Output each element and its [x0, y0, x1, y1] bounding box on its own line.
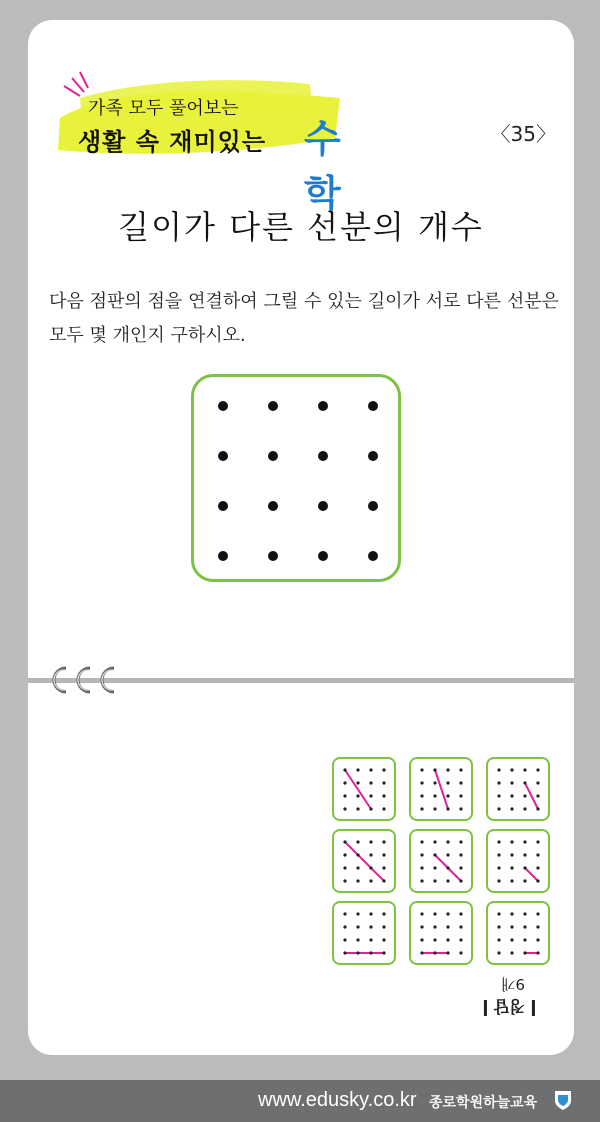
answer-dot	[433, 925, 436, 928]
answer-dot	[343, 879, 346, 882]
answer-dot	[459, 853, 462, 856]
answer-dot	[497, 912, 500, 915]
answer-dot	[446, 840, 449, 843]
answer-dot	[369, 853, 372, 856]
answer-dot	[536, 840, 539, 843]
board-dot	[368, 401, 378, 411]
answer-dot	[420, 912, 423, 915]
answer-segment	[345, 842, 384, 881]
answer-segment	[525, 783, 538, 809]
answer-dot	[523, 853, 526, 856]
answer-dot	[446, 794, 449, 797]
board-dot	[268, 501, 278, 511]
answer-dot	[433, 781, 436, 784]
answer-dot	[356, 951, 359, 954]
board-dot	[368, 451, 378, 461]
answer-dot	[523, 794, 526, 797]
answer-dot	[356, 879, 359, 882]
answer-dot	[459, 951, 462, 954]
answer-dot	[433, 794, 436, 797]
answer-dot	[382, 768, 385, 771]
answer-dot	[497, 781, 500, 784]
answer-dot	[446, 951, 449, 954]
answer-dot	[433, 938, 436, 941]
answer-dot	[356, 768, 359, 771]
answer-dot	[356, 840, 359, 843]
answer-dot	[369, 951, 372, 954]
answer-grid	[486, 901, 550, 965]
board-dot	[218, 451, 228, 461]
answer-dot	[433, 853, 436, 856]
answer-dot	[523, 912, 526, 915]
problem-text: 다음 점판의 점을 연결하여 그릴 수 있는 길이가 서로 다른 선분은 모두 몇 개인지 구하시오.	[49, 291, 559, 346]
answer-dot	[369, 912, 372, 915]
answer-dot	[343, 794, 346, 797]
answer-dot	[382, 794, 385, 797]
board-dot	[368, 501, 378, 511]
answer-dot	[523, 768, 526, 771]
answer-dot	[433, 866, 436, 869]
answer-dot	[433, 879, 436, 882]
answer-dot	[343, 951, 346, 954]
answer-dot	[523, 781, 526, 784]
answer-dot	[497, 840, 500, 843]
answer-dot	[459, 768, 462, 771]
answer-dot	[459, 781, 462, 784]
answer-dot	[356, 807, 359, 810]
answer-dot	[497, 768, 500, 771]
answer-dot	[536, 912, 539, 915]
answer-dot	[536, 794, 539, 797]
answer-dot	[497, 794, 500, 797]
answer-dot	[382, 807, 385, 810]
answer-dot	[356, 912, 359, 915]
answer-dot	[459, 840, 462, 843]
answer-dot	[420, 951, 423, 954]
answer-dot	[356, 794, 359, 797]
answer-dot	[343, 853, 346, 856]
answer-dot	[420, 938, 423, 941]
brand-name: 종로학원하늘교육	[429, 1095, 538, 1111]
answer-dot	[446, 879, 449, 882]
answer-dot	[459, 794, 462, 797]
problem-number: 〈35〉	[490, 122, 556, 146]
board-dot	[268, 451, 278, 461]
answer-dot	[343, 840, 346, 843]
binder-rings-icon	[44, 660, 130, 700]
answer-dot	[497, 938, 500, 941]
board-dot	[368, 551, 378, 561]
answer-dot	[382, 925, 385, 928]
banner-top-line: 가족 모두 풀어보는	[88, 98, 239, 119]
answer-dot	[382, 853, 385, 856]
page-title: 길이가 다른 선분의 개수	[118, 208, 484, 246]
answer-dot	[446, 866, 449, 869]
answer-grid	[332, 829, 396, 893]
board-dot	[268, 551, 278, 561]
answer-value: 9개	[501, 975, 526, 993]
answer-dot	[356, 925, 359, 928]
answer-segment	[435, 770, 448, 809]
answer-segment	[345, 770, 371, 809]
board-dot	[318, 551, 328, 561]
answer-dot	[382, 938, 385, 941]
answer-dot	[382, 951, 385, 954]
answer-dot	[536, 925, 539, 928]
answer-dot	[523, 879, 526, 882]
answer-dot	[446, 853, 449, 856]
answer-dot	[369, 768, 372, 771]
answer-dot	[433, 951, 436, 954]
answer-dot	[510, 938, 513, 941]
board-dot	[318, 501, 328, 511]
answer-dot	[369, 781, 372, 784]
answer-dot	[497, 951, 500, 954]
answer-dot	[510, 853, 513, 856]
answer-dot	[420, 781, 423, 784]
answer-dot	[536, 807, 539, 810]
answer-dot	[536, 866, 539, 869]
answer-dot	[343, 925, 346, 928]
answer-dot	[446, 781, 449, 784]
answer-grid	[409, 901, 473, 965]
answer-dot	[382, 912, 385, 915]
answer-dot	[523, 925, 526, 928]
answer-dot	[343, 768, 346, 771]
answer-dot	[420, 794, 423, 797]
answer-grid	[409, 757, 473, 821]
board-dot	[318, 401, 328, 411]
answer-dot	[523, 866, 526, 869]
answer-dot	[343, 781, 346, 784]
answer-dot	[420, 925, 423, 928]
board-dot	[218, 501, 228, 511]
answer-dot	[523, 938, 526, 941]
problem-card	[28, 20, 574, 1055]
answer-dot	[446, 768, 449, 771]
answer-dot	[510, 866, 513, 869]
answer-dot	[433, 807, 436, 810]
answer-segment	[525, 868, 538, 881]
answer-grid	[332, 757, 396, 821]
answer-dot	[536, 768, 539, 771]
answer-dot	[420, 879, 423, 882]
answer-grid	[486, 757, 550, 821]
answer-dot	[356, 938, 359, 941]
answer-dot	[382, 840, 385, 843]
answer-dot	[420, 807, 423, 810]
answer-dot	[446, 938, 449, 941]
answer-dot	[536, 951, 539, 954]
footer	[0, 1080, 600, 1122]
answer-dot	[433, 768, 436, 771]
answer-dot	[523, 951, 526, 954]
answer-dot	[510, 840, 513, 843]
brand-logo-icon	[553, 1089, 573, 1111]
answer-dot	[433, 840, 436, 843]
answer-dot	[497, 853, 500, 856]
answer-dot	[369, 866, 372, 869]
answer-dot	[459, 912, 462, 915]
answer-dot	[510, 925, 513, 928]
answer-dot	[369, 938, 372, 941]
answer-dot	[369, 879, 372, 882]
answer-dot	[459, 938, 462, 941]
answer-dot	[420, 840, 423, 843]
answer-dot	[459, 879, 462, 882]
answer-dot	[369, 925, 372, 928]
answer-dot	[497, 879, 500, 882]
answer-dot	[356, 853, 359, 856]
banner-subject: 수학	[304, 117, 341, 216]
answer-label: 정답	[494, 996, 525, 1019]
answer-dot	[420, 768, 423, 771]
banner	[50, 58, 350, 216]
answer-dot	[343, 938, 346, 941]
answer-dot	[446, 925, 449, 928]
board-dot	[218, 551, 228, 561]
answer-dot	[510, 879, 513, 882]
answer-dot	[382, 781, 385, 784]
answer-dot	[510, 912, 513, 915]
answer-dot	[420, 853, 423, 856]
site-url[interactable]: www.edusky.co.kr	[258, 1089, 417, 1111]
answer-dot	[510, 794, 513, 797]
board-dot	[218, 401, 228, 411]
answer-dot	[343, 912, 346, 915]
answer-dot	[356, 781, 359, 784]
answer-dot	[536, 938, 539, 941]
answer-dot	[459, 925, 462, 928]
answer-grid	[486, 829, 550, 893]
answer-dot	[382, 879, 385, 882]
answer-dot	[497, 866, 500, 869]
answer-dot	[446, 912, 449, 915]
answer-dot	[536, 781, 539, 784]
answer-dot	[497, 925, 500, 928]
answer-dot	[459, 807, 462, 810]
banner-main-line: 생활 속 재미있는	[78, 128, 266, 156]
answer-dot	[536, 853, 539, 856]
answer-dot	[369, 840, 372, 843]
answer-dot	[369, 794, 372, 797]
answer-dot	[536, 879, 539, 882]
board-dot	[318, 451, 328, 461]
answer-dot	[382, 866, 385, 869]
dot-board	[191, 374, 401, 582]
answer-dot	[446, 807, 449, 810]
answer-dot	[510, 807, 513, 810]
answer-dot	[459, 866, 462, 869]
answer-grid	[332, 901, 396, 965]
answer-dot	[433, 912, 436, 915]
answer-dot	[356, 866, 359, 869]
answer-grid	[409, 829, 473, 893]
answer-dot	[343, 807, 346, 810]
answer-dot	[369, 807, 372, 810]
answer-dot	[497, 807, 500, 810]
answer-dot	[420, 866, 423, 869]
answer-dot	[523, 840, 526, 843]
answer-dot	[510, 951, 513, 954]
answer-dot	[510, 768, 513, 771]
answer-dot	[523, 807, 526, 810]
answer-dot	[343, 866, 346, 869]
board-dot	[268, 401, 278, 411]
answer-dot	[510, 781, 513, 784]
